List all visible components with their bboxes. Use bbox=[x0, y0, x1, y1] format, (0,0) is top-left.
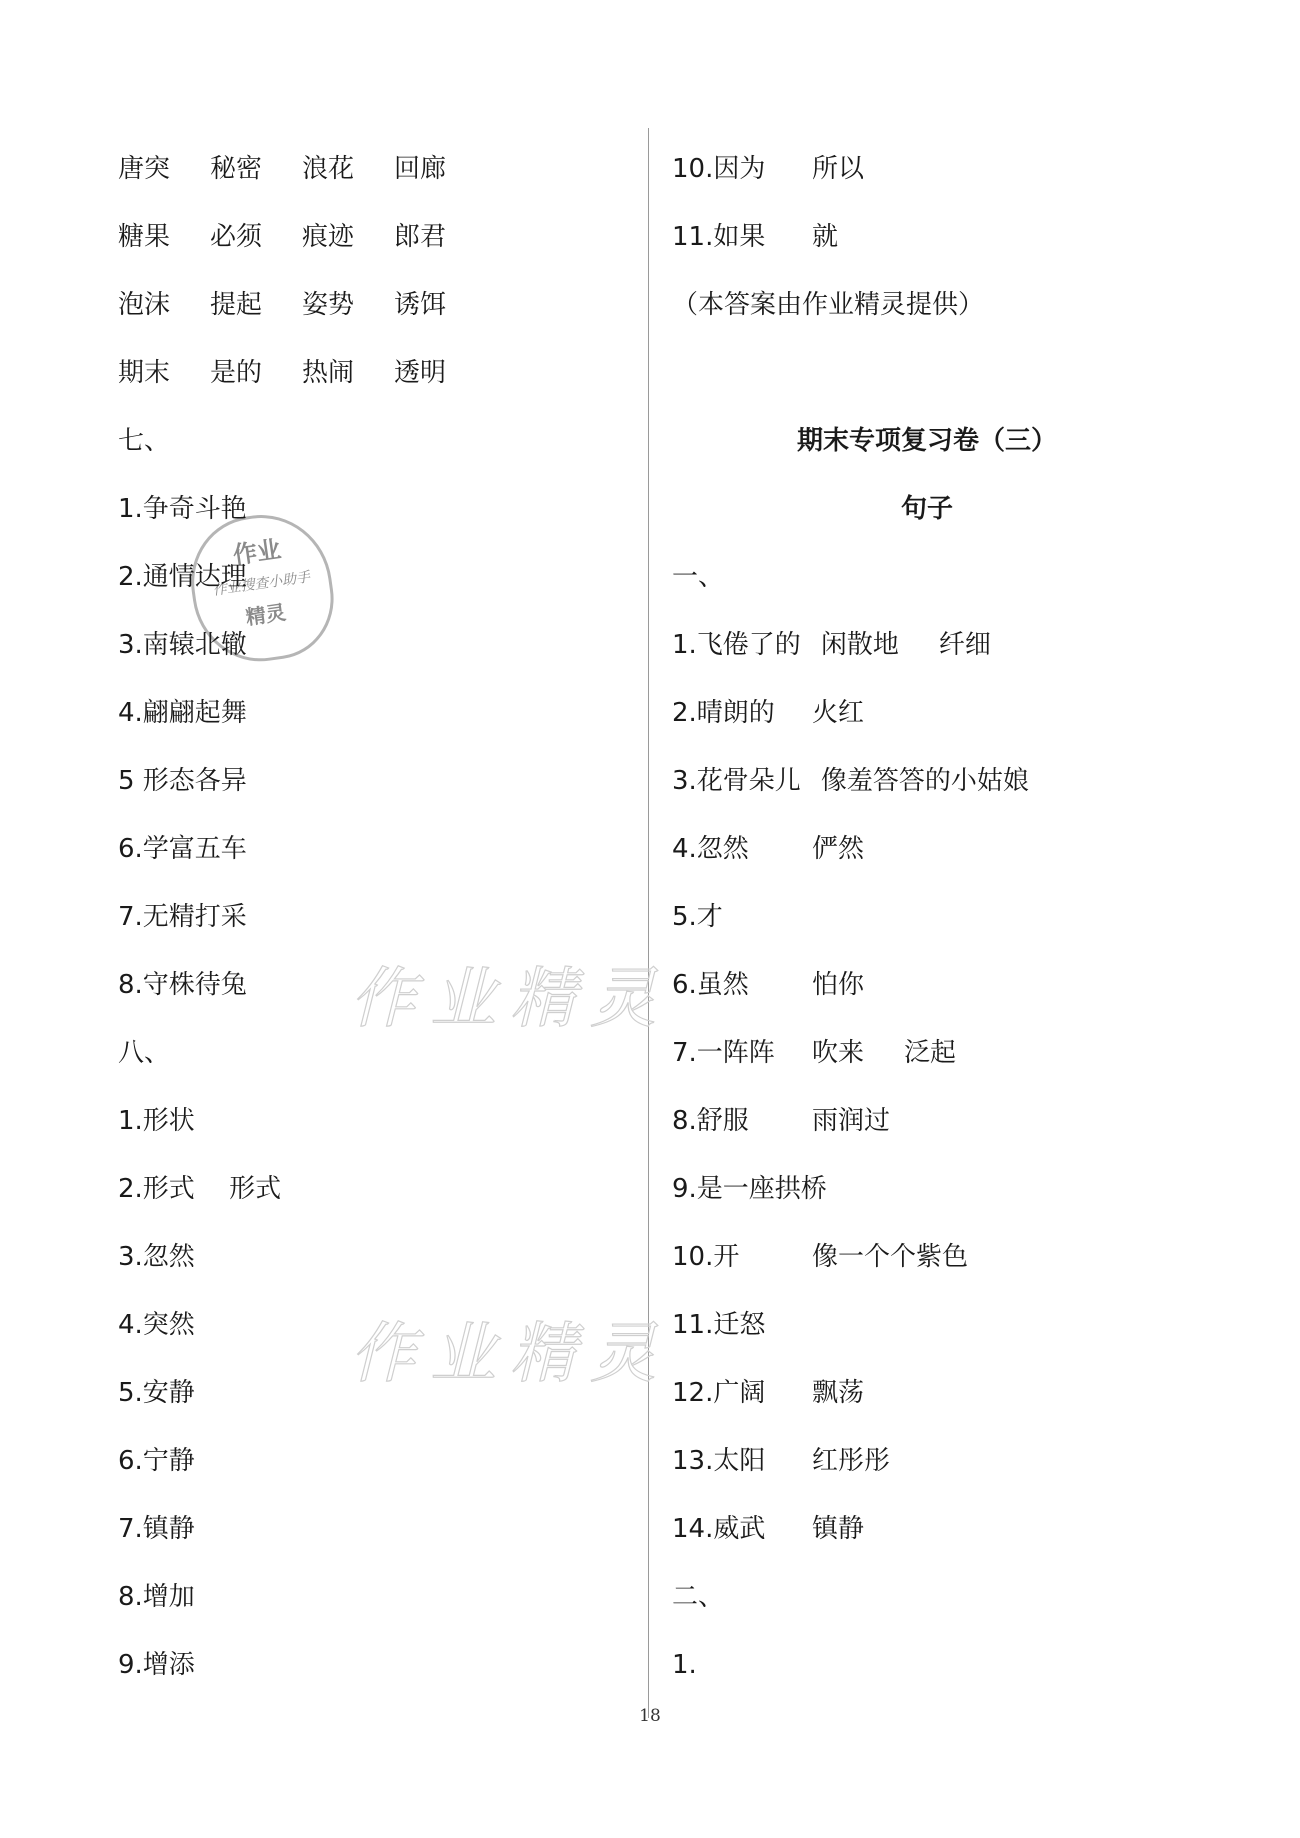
answer-part: 镇静 bbox=[812, 1514, 865, 1544]
answer-line: 6.宁静 bbox=[118, 1446, 195, 1476]
answer-line bbox=[672, 620, 1252, 688]
answer-part: 8.舒服 bbox=[672, 1106, 749, 1136]
answer-part: 像一个个紫色 bbox=[812, 1242, 969, 1272]
word-row bbox=[118, 212, 618, 280]
answer-line bbox=[672, 1232, 1252, 1300]
answer-part: 9.是一座拱桥 bbox=[672, 1174, 827, 1204]
answer-part: 10.因为 bbox=[672, 154, 766, 184]
answer-line bbox=[672, 1368, 1252, 1436]
answer-part: 就 bbox=[812, 222, 839, 252]
answer-line: 2.形式 形式 bbox=[118, 1174, 282, 1204]
answer-part: 怕你 bbox=[812, 970, 865, 1000]
word-cell: 必须 bbox=[210, 222, 263, 252]
right-column bbox=[672, 144, 1252, 1708]
answer-part: 13.太阳 bbox=[672, 1446, 766, 1476]
answer-line: 8.增加 bbox=[118, 1582, 195, 1612]
answer-line bbox=[672, 1504, 1252, 1572]
word-cell: 唐突 bbox=[118, 154, 171, 184]
answer-line: 3.南辕北辙 bbox=[118, 630, 247, 660]
answer-part: 1.飞倦了的 bbox=[672, 630, 801, 660]
credit-note: （本答案由作业精灵提供） bbox=[672, 290, 985, 320]
answer-line bbox=[672, 824, 1252, 892]
answer-line: 3.忽然 bbox=[118, 1242, 195, 1272]
word-cell: 透明 bbox=[394, 358, 447, 388]
answer-part: 所以 bbox=[812, 154, 865, 184]
answer-part: 7.一阵阵 bbox=[672, 1038, 775, 1068]
section-title: 期末专项复习卷（三） bbox=[796, 426, 1057, 456]
word-cell: 诱饵 bbox=[394, 290, 447, 320]
page-number: 18 bbox=[639, 1706, 661, 1726]
answer-line: 5.安静 bbox=[118, 1378, 195, 1408]
answer-part: 像羞答答的小姑娘 bbox=[820, 766, 1029, 796]
answer-line bbox=[672, 892, 1252, 960]
word-cell: 泡沫 bbox=[118, 290, 171, 320]
answer-line: 5 形态各异 bbox=[118, 766, 247, 796]
word-cell: 是的 bbox=[210, 358, 263, 388]
answer-part: 2.晴朗的 bbox=[672, 698, 775, 728]
answer-line: 9.增添 bbox=[118, 1650, 195, 1680]
word-row bbox=[118, 144, 618, 212]
answer-part: 6.虽然 bbox=[672, 970, 749, 1000]
watermark-text-2: 作业精灵 bbox=[350, 1315, 670, 1392]
answer-line: 1.争奇斗艳 bbox=[118, 494, 247, 524]
answer-line bbox=[672, 1164, 1252, 1232]
word-cell: 痕迹 bbox=[302, 222, 355, 252]
answer-part: 10.开 bbox=[672, 1242, 740, 1272]
section-subtitle: 句子 bbox=[900, 494, 953, 524]
word-cell: 提起 bbox=[210, 290, 263, 320]
answer-part: 14.威武 bbox=[672, 1514, 766, 1544]
answer-part: 11.如果 bbox=[672, 222, 766, 252]
answer-line bbox=[672, 1436, 1252, 1504]
section-label: 二、 bbox=[672, 1582, 725, 1612]
answer-line: 1.形状 bbox=[118, 1106, 195, 1136]
section-label: 八、 bbox=[118, 1038, 171, 1068]
answer-line: 8.守株待兔 bbox=[118, 970, 247, 1000]
answer-line bbox=[672, 1300, 1252, 1368]
answer-line: 4.突然 bbox=[118, 1310, 195, 1340]
answer-line bbox=[672, 960, 1252, 1028]
spacer bbox=[672, 348, 1252, 416]
answer-part: 12.广阔 bbox=[672, 1378, 766, 1408]
answer-line bbox=[672, 756, 1252, 824]
answer-line: 1. bbox=[672, 1650, 697, 1680]
word-cell: 姿势 bbox=[302, 290, 355, 320]
answer-part: 泛起 bbox=[904, 1038, 957, 1068]
stamp-line-2: 作业搜查小助手 bbox=[211, 569, 312, 599]
answer-part: 火红 bbox=[812, 698, 865, 728]
answer-line bbox=[672, 144, 1252, 212]
answer-line bbox=[672, 1028, 1252, 1096]
word-cell: 期末 bbox=[118, 358, 171, 388]
word-cell: 回廊 bbox=[394, 154, 447, 184]
word-row bbox=[118, 348, 618, 416]
answer-line: 7.无精打采 bbox=[118, 902, 247, 932]
answer-part: 5.才 bbox=[672, 902, 723, 932]
word-cell: 热闹 bbox=[302, 358, 355, 388]
answer-line: 4.翩翩起舞 bbox=[118, 698, 247, 728]
answer-line: 7.镇静 bbox=[118, 1514, 195, 1544]
word-cell: 糖果 bbox=[118, 222, 171, 252]
answer-part: 4.忽然 bbox=[672, 834, 749, 864]
answer-line bbox=[672, 212, 1252, 280]
section-label: 七、 bbox=[118, 426, 171, 456]
watermark-text-1: 作业精灵 bbox=[350, 960, 670, 1037]
answer-part: 红彤彤 bbox=[812, 1446, 891, 1476]
answer-part: 吹来 bbox=[812, 1038, 865, 1068]
word-row bbox=[118, 280, 618, 348]
stamp-line-3: 精灵 bbox=[244, 600, 288, 630]
answer-part: 飘荡 bbox=[812, 1378, 865, 1408]
word-cell: 浪花 bbox=[302, 154, 355, 184]
answer-part: 3.花骨朵儿 bbox=[672, 766, 801, 796]
answer-line bbox=[672, 1096, 1252, 1164]
column-divider bbox=[648, 128, 649, 1718]
word-cell: 郎君 bbox=[394, 222, 447, 252]
word-cell: 秘密 bbox=[210, 154, 263, 184]
section-label: 一、 bbox=[672, 562, 725, 592]
answer-line bbox=[672, 688, 1252, 756]
answer-part: 俨然 bbox=[812, 834, 865, 864]
answer-line: 6.学富五车 bbox=[118, 834, 247, 864]
answer-part: 11.迁怒 bbox=[672, 1310, 766, 1340]
stamp-line-1: 作业 bbox=[231, 534, 283, 570]
answer-part: 纤细 bbox=[938, 630, 991, 660]
answer-part: 雨润过 bbox=[812, 1106, 891, 1136]
answer-line: 2.通情达理 bbox=[118, 562, 247, 592]
answer-part: 闲散地 bbox=[820, 630, 899, 660]
left-column bbox=[118, 144, 618, 1708]
